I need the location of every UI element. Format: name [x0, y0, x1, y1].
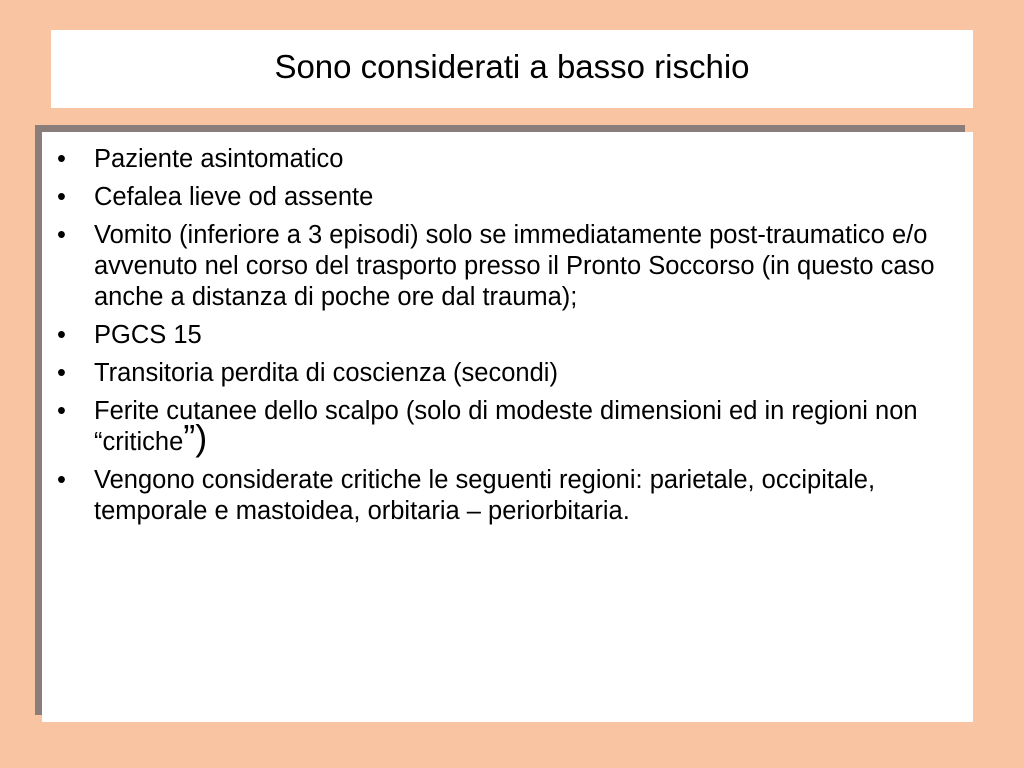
bullet-text: Transitoria perdita di coscienza (secondi) — [94, 359, 558, 387]
bullet-dot-icon: • — [57, 321, 66, 349]
bullet-item — [57, 320, 943, 351]
bullet-item — [57, 358, 943, 389]
slide-title: Sono considerati a basso rischio — [274, 48, 750, 85]
slide-title-box — [51, 30, 973, 108]
bullet-dot-icon: • — [57, 397, 66, 425]
bullet-dot-icon: • — [57, 359, 66, 387]
bullet-dot-icon: • — [57, 221, 66, 249]
bullet-dot-icon: • — [57, 183, 66, 211]
bullet-text-suffix: ”) — [183, 417, 208, 458]
bullet-item — [57, 220, 943, 313]
bullet-item — [57, 465, 943, 527]
bullet-dot-icon: • — [57, 466, 66, 494]
bullet-item — [57, 144, 943, 175]
bullet-item — [57, 396, 943, 458]
bullet-text: Cefalea lieve od assente — [94, 183, 374, 211]
bullet-text: Vomito (inferiore a 3 episodi) solo se immediatamente post-traumatico e/o avvenuto nel corso del trasporto presso il Pronto Soccorso (in questo caso anche a distanza di poche ore dal trauma); — [94, 221, 935, 311]
bullet-list — [57, 144, 943, 527]
bullet-text: PGCS 15 — [94, 321, 202, 349]
bullet-dot-icon: • — [57, 145, 66, 173]
bullet-text: Ferite cutanee dello scalpo (solo di modeste dimensioni ed in regioni non “critiche — [94, 397, 918, 456]
bullet-text: Vengono considerate critiche le seguenti regioni: parietale, occipitale, temporale e mastoidea, orbitaria – periorbitaria. — [94, 466, 876, 525]
content-panel — [42, 132, 973, 722]
bullet-item — [57, 182, 943, 213]
bullet-text: Paziente asintomatico — [94, 145, 344, 173]
